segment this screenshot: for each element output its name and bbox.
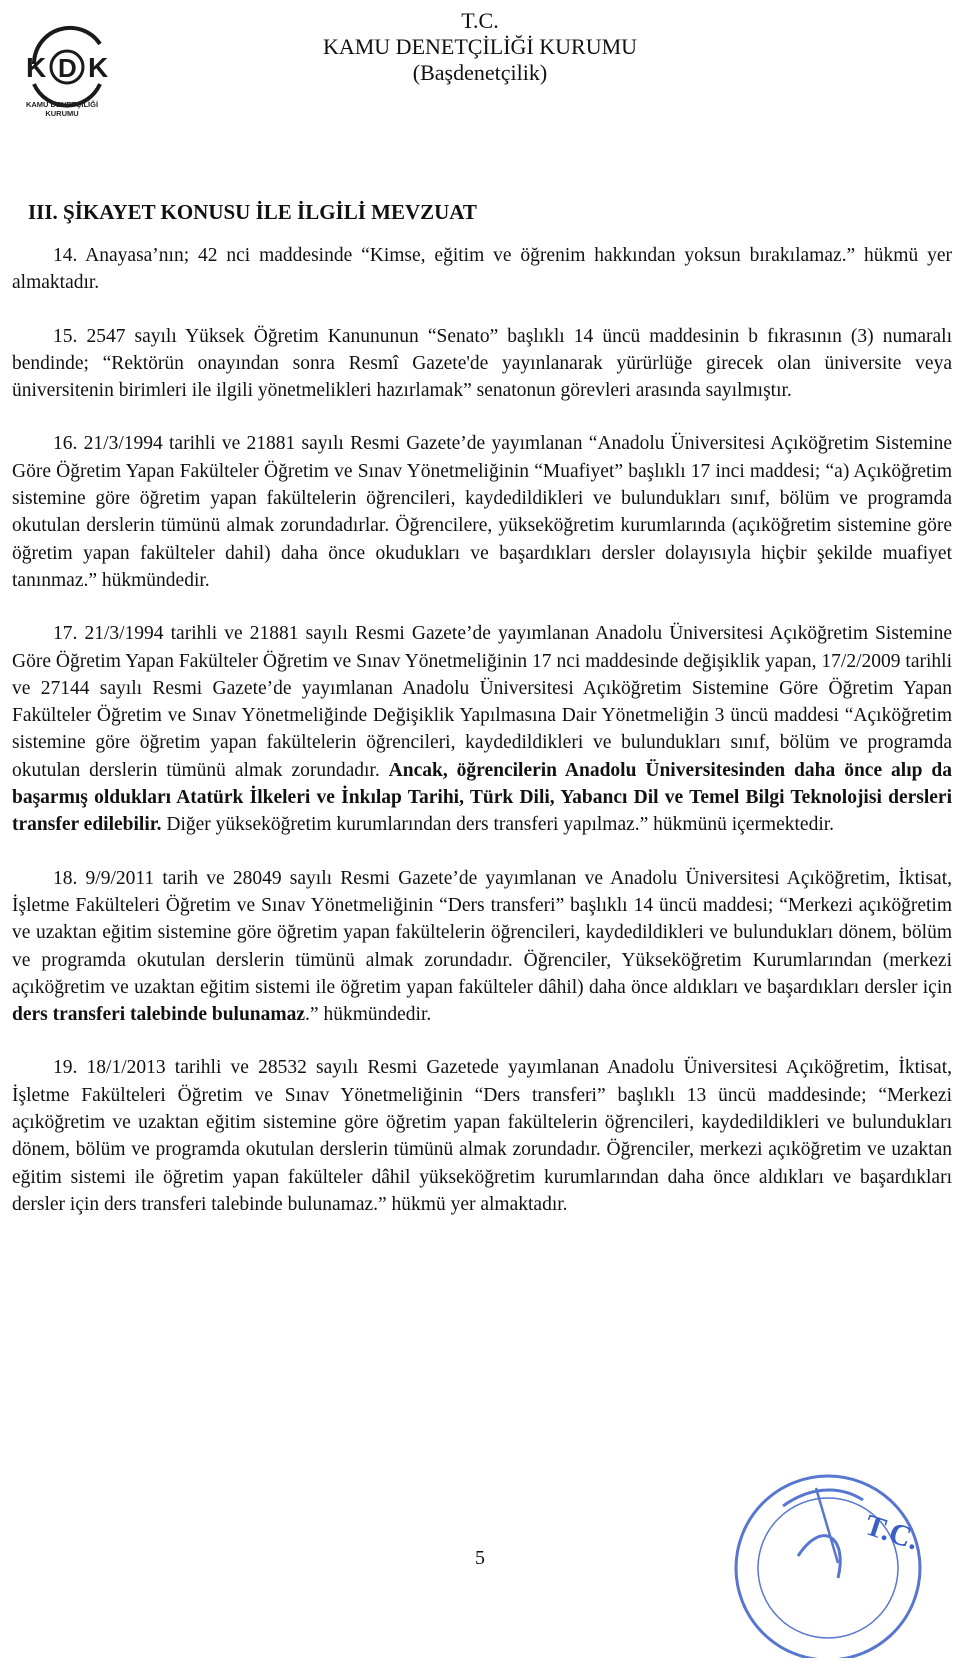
section-title: III. ŞİKAYET KONUSU İLE İLGİLİ MEVZUAT — [28, 200, 477, 224]
logo-letter-k2: K — [88, 52, 109, 83]
paragraph-18-text-a: 18. 9/9/2011 tarih ve 28049 sayılı Resmi Gazete’de yayımlanan ve Anadolu Üniversitesi Açıköğretim, İktisat, İşletme Fakülteleri Öğretim ve Sınav Yönetmeliğinin “Ders transferi” başlıklı 14 üncü maddesi; “Merkezi açıköğretim ve uzaktan eğitim sistemine göre öğretim yapan fakültelerin öğrencileri, kaydedildikleri ve bulundukları dönem, bölüm ve programda okutulan derslerin tümünü almak zorundadır. Öğrenciler, Yükseköğretim Kurumlarından (merkezi açıköğretim ve uzaktan eğitim sistemi ile öğretim yapan fakülteler dâhil) daha önce aldıkları ve başardıkları dersler için — [12, 867, 952, 998]
paragraph-14: 14. Anayasa’nın; 42 nci maddesinde “Kimse, eğitim ve öğrenim hakkından yoksun bırakılamaz.” hükmü yer almaktadır. — [12, 245, 952, 294]
paragraph-18 — [12, 865, 952, 1029]
paragraph-17-text-c: Diğer yükseköğretim kurumlarından ders transferi yapılmaz.” hükmünü içermektedir. — [166, 814, 835, 836]
official-stamp — [688, 1448, 958, 1658]
page-number: 5 — [475, 1547, 485, 1569]
stamp-text: T.C. — [860, 1508, 923, 1557]
logo-caption-line2: KURUMU — [45, 109, 79, 118]
header-tc: T.C. — [461, 8, 499, 33]
document-body — [12, 242, 952, 1244]
document-header — [300, 8, 660, 86]
paragraph-18-text-c: .” hükmündedir. — [305, 1004, 432, 1026]
logo-letter-k1: K — [26, 52, 47, 83]
paragraph-17-text-a: 17. 21/3/1994 tarihli ve 21881 sayılı Resmi Gazete’de yayımlanan Anadolu Üniversitesi Açıköğretim Sistemine Göre Öğretim Yapan Fakülteler Öğretim ve Sınav Yönetmeliğinin 17 nci maddesinde değişiklik yapan, 17/2/2009 tarihli ve 27144 sayılı Resmi Gazete’de yayımlanan Anadolu Üniversitesi Açıköğretim Sistemine Göre Öğretim Yapan Fakülteler Öğretim ve Sınav Yönetmeliğinde Değişiklik Yapılmasına Dair Yönetmeliğin 3 üncü maddesi “Açıköğretim sistemine göre öğretim yapan fakültelerin öğrencileri, kaydedildikleri ve bulundukları sınıf, bölüm ve programda okutulan derslerin tümünü almak zorundadır. — [12, 623, 952, 781]
logo-caption — [14, 100, 110, 118]
paragraph-18-bold: ders transferi talebinde bulunamaz — [12, 1004, 306, 1026]
header-institution: KAMU DENETÇİLİĞİ KURUMU — [322, 34, 638, 59]
paragraph-17 — [12, 620, 952, 838]
logo-caption-line1: KAMU DENETÇİLİĞİ — [25, 100, 99, 109]
paragraph-17-bold: Ancak, öğrencilerin Anadolu Üniversitesinden daha önce alıp da başarmış oldukları Atatürk İlkeleri ve İnkılap Tarihi, Türk Dili, Yabancı Dil ve Temel Bilgi Teknolojisi dersleri transfer edilebilir. — [12, 759, 952, 836]
paragraph-19: 19. 18/1/2013 tarihli ve 28532 sayılı Resmi Gazetede yayımlanan Anadolu Üniversitesi Açıköğretim, İktisat, İşletme Fakülteleri Öğretim ve Sınav Yönetmeliğinin “Ders transferi” başlıklı 13 üncü maddesinde; “Merkezi açıköğretim ve uzaktan eğitim sistemine göre öğretim yapan fakültelerin öğrencileri, kaydedildikleri ve bulundukları dönem, bölüm ve programda okutulan derslerin tümünü almak zorundadır. Öğrenciler, merkezi açıköğretim ve uzaktan eğitim sistemi ile öğretim yapan fakülteler dâhil yükseköğretim kurumlarından daha önce aldıkları ve başardıkları dersler için ders transferi talebinde bulunamaz.” hükmü yer almaktadır. — [12, 1057, 952, 1215]
logo-letter-d: D — [58, 53, 77, 83]
header-unit: (Başdenetçilik) — [412, 60, 548, 85]
paragraph-16: 16. 21/3/1994 tarihli ve 21881 sayılı Resmi Gazete’de yayımlanan “Anadolu Üniversitesi Açıköğretim Sistemine Göre Öğretim Yapan Fakülteler Öğretim ve Sınav Yönetmeliğinin “Muafiyet” başlıklı 17 inci maddesi; “a) Açıköğretim sistemine göre öğretim yapan fakültelerin öğrencileri, kaydedildikleri ve bulundukları sınıf, bölüm ve programda okutulan derslerin tümünü almak zorundadırlar. Öğrencilere, yükseköğretim kurumlarında (açıköğretim sistemine göre öğretim yapan fakülteler dahil) daha önce okudukları ve başardıkları dersler dolayısıyla hiçbir şekilde muafiyet tanınmaz.” hükmündedir. — [12, 433, 952, 591]
paragraph-15: 15. 2547 sayılı Yüksek Öğretim Kanununun “Senato” başlıklı 14 üncü maddesinin b fıkrasının (3) numaralı bendinde; “Rektörün onayından sonra Resmî Gazete'de yayınlanarak yürürlüğe girecek olan üniversite veya üniversitenin birimleri ile ilgili yönetmelikleri hazırlamak” senatonun görevleri arasında sayılmıştır. — [12, 325, 952, 402]
